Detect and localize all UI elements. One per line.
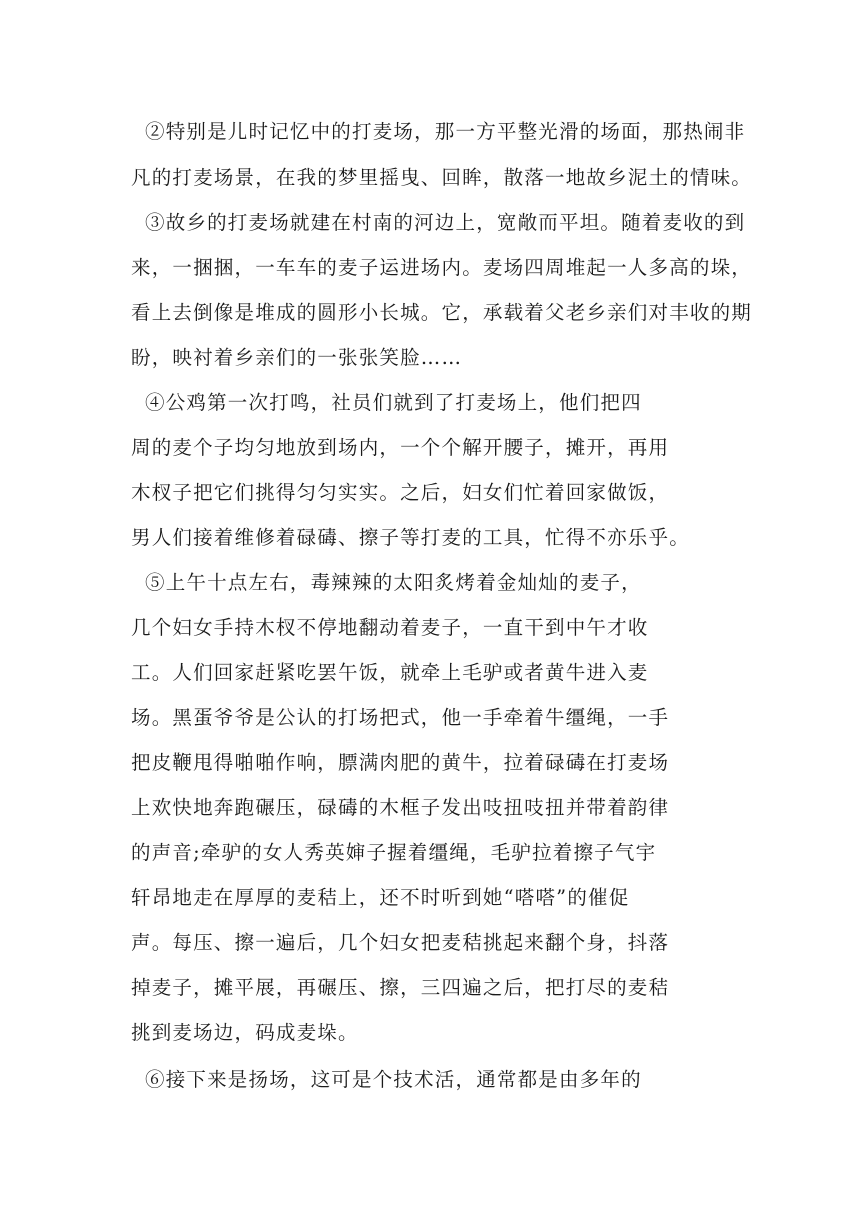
- text-line: 来，一捆捆，一车车的麦子运进场内。麦场四周堆起一人多高的垛，: [131, 256, 753, 279]
- text-line: 的声音;牵驴的女人秀英婶子握着缰绳，毛驴拉着擦子气宇: [131, 841, 657, 864]
- text-line: 凡的打麦场景，在我的梦里摇曳、回眸，散落一地故乡泥土的情味。: [131, 166, 753, 189]
- text-line: 木杈子把它们挑得匀匀实实。之后，妇女们忙着回家做饭，: [131, 481, 670, 504]
- text-line: 男人们接着维修着碌碡、擦子等打麦的工具，忙得不亦乐乎。: [131, 526, 690, 549]
- text-line: 几个妇女手持木杈不停地翻动着麦子，一直干到中午才收: [131, 616, 649, 639]
- text-line: ②特别是儿时记忆中的打麦场，那一方平整光滑的场面，那热闹非: [145, 120, 746, 143]
- text-line: 挑到麦场边，码成麦垛。: [131, 1021, 359, 1044]
- text-line: 工。人们回家赶紧吃罢午饭，就牵上毛驴或者黄牛进入麦: [131, 661, 649, 684]
- text-line: 轩昂地走在厚厚的麦秸上，还不时听到她“嗒嗒”的催促: [131, 886, 630, 909]
- text-line: ⑥接下来是扬场，这可是个技术活，通常都是由多年的: [145, 1068, 642, 1091]
- text-line: 场。黑蛋爷爷是公认的打场把式，他一手牵着牛缰绳，一手: [131, 706, 670, 729]
- text-line: 周的麦个子均匀地放到场内，一个个解开腰子，摊开，再用: [131, 436, 670, 459]
- text-line: 上欢快地奔跑碾压，碌碡的木框子发出吱扭吱扭并带着韵律: [131, 796, 670, 819]
- text-line: 掉麦子，摊平展，再碾压、擦，三四遍之后，把打尽的麦秸: [131, 976, 670, 999]
- text-line: ⑤上午十点左右，毒辣辣的太阳炙烤着金灿灿的麦子，: [145, 571, 642, 594]
- text-line: ④公鸡第一次打鸣，社员们就到了打麦场上，他们把四: [145, 391, 642, 414]
- text-line: 声。每压、擦一遍后，几个妇女把麦秸挑起来翻个身，抖落: [131, 931, 670, 954]
- text-line: 盼，映衬着乡亲们的一张张笑脸……: [131, 346, 463, 369]
- text-line: 把皮鞭甩得啪啪作响，膘满肉肥的黄牛，拉着碌碡在打麦场: [131, 751, 670, 774]
- text-line: ③故乡的打麦场就建在村南的河边上，宽敞而平坦。随着麦收的到: [145, 211, 746, 234]
- text-line: 看上去倒像是堆成的圆形小长城。它，承载着父老乡亲们对丰收的期: [131, 301, 753, 324]
